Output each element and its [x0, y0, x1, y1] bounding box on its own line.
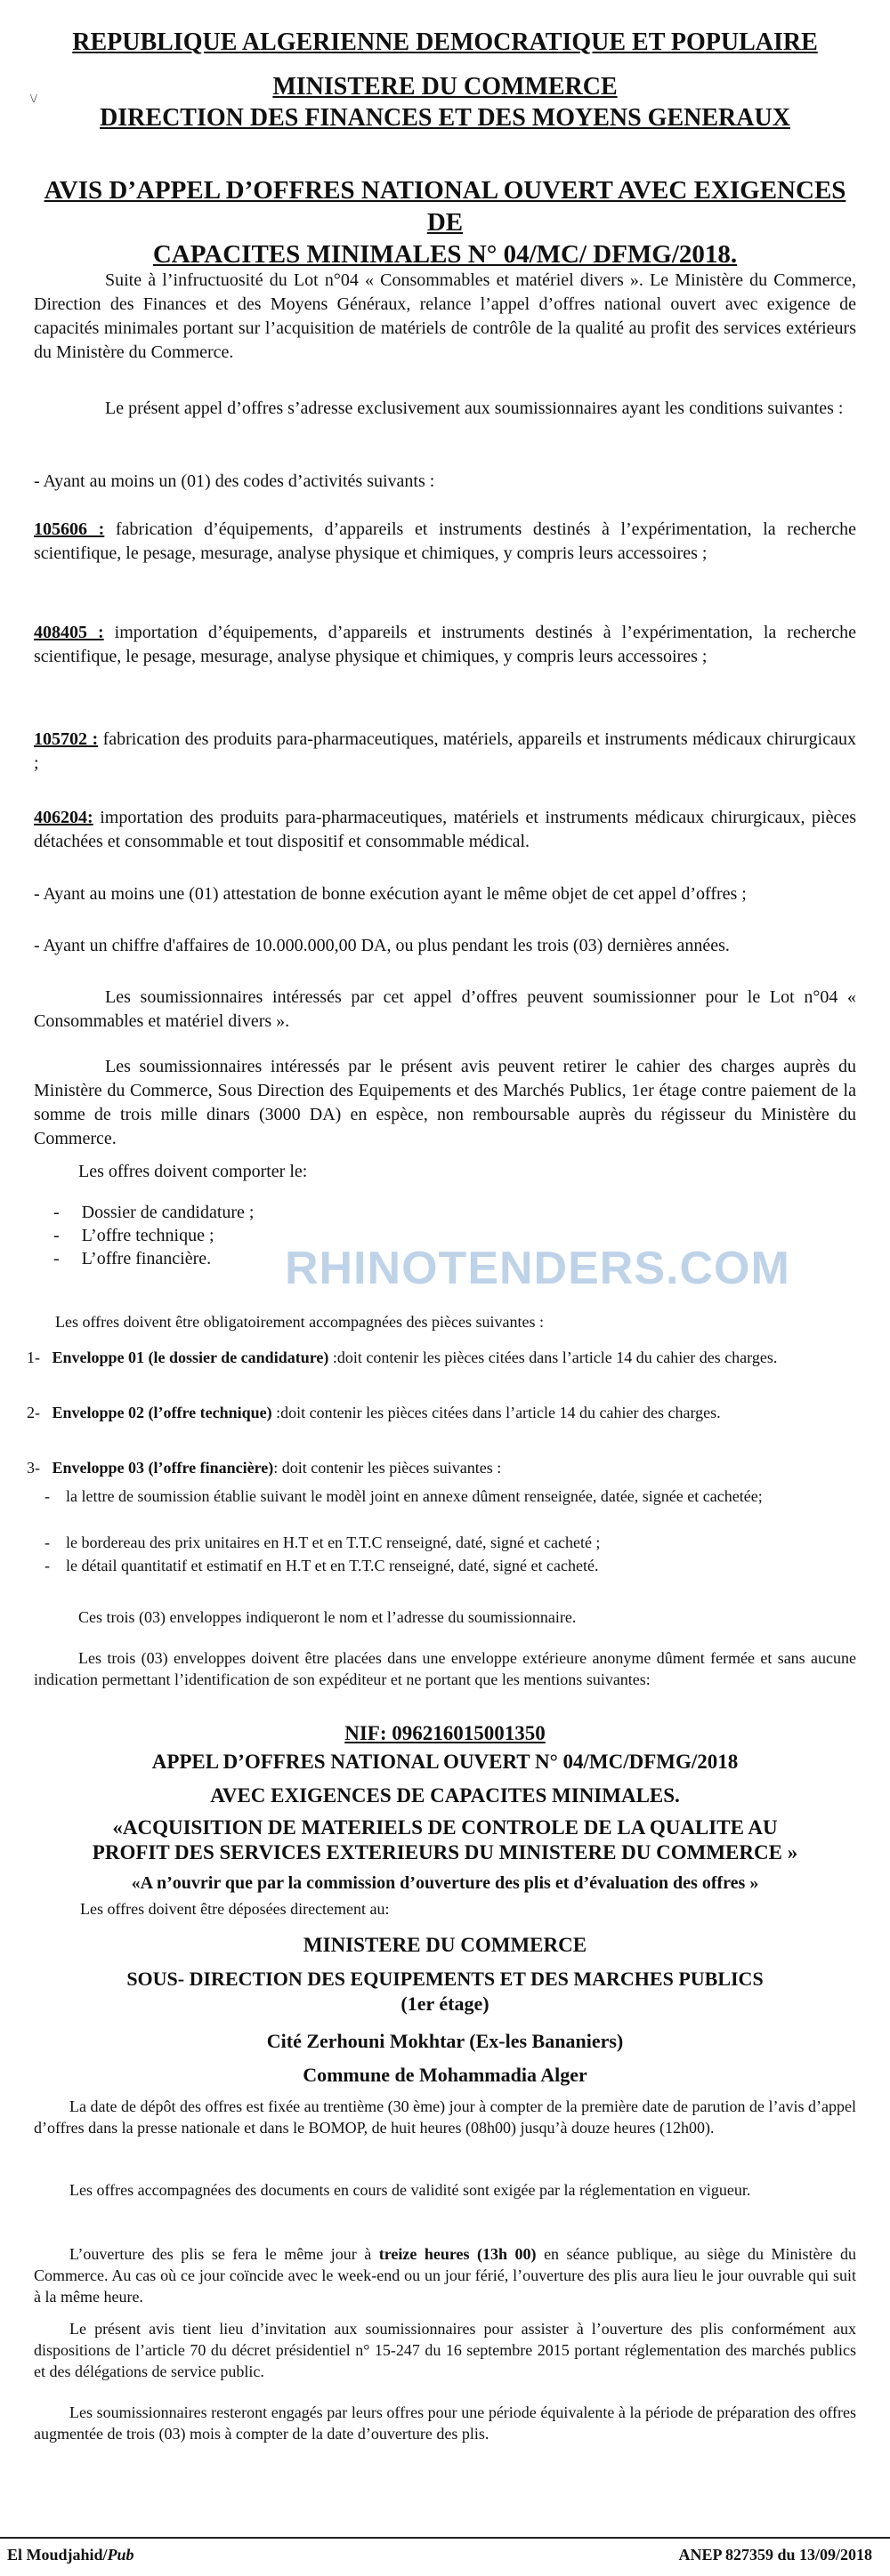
ouverture-paragraph: L’ouverture des plis se fera le même jour à treize heures (13h 00) en séance publique, au siège du Ministère du Commerce. Au cas où ce jour coïncide avec le week-end ou un jour férié, l’ouverture des plis aura lieu le jour ouvrable qui suit à la même heure.: [34, 2245, 856, 2306]
enveloppe-3-text: : doit contenir les pièces suivantes :: [273, 1459, 502, 1477]
enveloppe-3-label: Enveloppe 03 (l’offre financière): [52, 1459, 274, 1477]
depot-intro: Les offres doivent être déposées directement au:: [80, 1900, 390, 1918]
offres-list-item: - L’offre financière.: [53, 1249, 212, 1268]
ao-objet-line2: PROFIT DES SERVICES EXTERIEURS DU MINISTERE DU COMMERCE »: [92, 1841, 798, 1864]
activity-code-item: [34, 621, 856, 669]
requirement-turnover: - Ayant un chiffre d'affaires de 10.000.000,00 DA, ou plus pendant les trois (03) dernières années.: [34, 936, 730, 955]
republic-header: REPUBLIQUE ALGERIENNE DEMOCRATIQUE ET POPULAIRE: [72, 28, 818, 56]
direction-name: DIRECTION DES FINANCES ET DES MOYENS GENERAUX: [100, 104, 790, 132]
activity-code-text: fabrication d’équipements, d’appareils et instruments destinés à l’expérimentation, la recherche scientifique, le pesage, mesurage, analyse physique et chimiques, y compris leurs accessoires ;: [34, 519, 856, 563]
pieces-intro: Les offres doivent être obligatoirement accompagnées des pièces suivantes :: [55, 1313, 544, 1331]
enveloppe-exterieure: Les trois (03) enveloppes doivent être placées dans une enveloppe extérieure anonyme dûment fermée et sans aucune indication permettant l’identification de son expéditeur et ne portant que les mentions suivantes:: [34, 1649, 856, 1688]
scan-mark: \/: [30, 93, 37, 106]
watermark-logo: RHINOTENDERS.COM: [285, 1243, 790, 1294]
activity-code-text: importation des produits para-pharmaceutiques, matériels et instruments médicaux chirurgicaux, pièces détachées et consommable et tout dispositif et consommable médical.: [34, 808, 856, 851]
enveloppe-2: 2- Enveloppe 02 (l’offre technique) :doit contenir les pièces citées dans l’article 14 du cahier des charges.: [27, 1404, 721, 1421]
activity-code: 105702 :: [34, 729, 99, 749]
engagement-paragraph: Les soumissionnaires resteront engagés par leurs offres pour une période équivalente à la période de préparation des offres augmentée de trois (03) mois à compter de la date d’ouverture des plis.: [34, 2403, 856, 2443]
conditions-intro: Le présent appel d’offres s’adresse exclusivement aux soumissionnaires ayant les conditions suivantes :: [105, 398, 844, 418]
offres-list-item: - L’offre technique ;: [53, 1226, 214, 1245]
codes-intro: - Ayant au moins un (01) des codes d’activités suivants :: [34, 471, 435, 491]
address-subdirection: SOUS- DIRECTION DES EQUIPEMENTS ET DES MARCHES PUBLICS: [126, 1968, 764, 1990]
activity-code: 408405 :: [34, 623, 104, 642]
activity-code-item: [34, 518, 856, 566]
activity-code-item: [34, 806, 856, 854]
nif-number: NIF: 096216015001350: [344, 1722, 546, 1744]
address-floor: (1er étage): [400, 1992, 490, 2015]
enveloppe-1-label: Enveloppe 01 (le dossier de candidature): [52, 1348, 329, 1366]
activity-code: 105606 :: [34, 519, 105, 539]
retrait-paragraph: Les soumissionnaires intéressés par le présent avis peuvent retirer le cahier des charges auprès du Ministère du Commerce, Sous Direction des Equipements et des Marchés Publics, 1er étage contre paiement de la somme de trois mille dinars (3000 DA) en espèce, non remboursable auprès du régisseur du Ministère du Commerce.: [34, 1057, 856, 1148]
notice-title-line1: AVIS D’APPEL D’OFFRES NATIONAL OUVERT AVEC EXIGENCES DE: [44, 176, 846, 237]
enveloppe-2-text: :doit contenir les pièces citées dans l’article 14 du cahier des charges.: [271, 1404, 721, 1421]
enveloppe-1: 1- Enveloppe 01 (le dossier de candidature) :doit contenir les pièces citées dans l’article 14 du cahier des charges.: [27, 1348, 778, 1366]
ao-reference: APPEL D’OFFRES NATIONAL OUVERT N° 04/MC/DFMG/2018: [151, 1751, 739, 1773]
enveloppe-3-item: - le détail quantitatif et estimatif en H.T et en T.T.C renseigné, daté, signé et cacheté.: [44, 1557, 599, 1574]
ao-exigences: AVEC EXIGENCES DE CAPACITES MINIMALES.: [210, 1784, 680, 1807]
ministry-name: MINISTERE DU COMMERCE: [272, 73, 618, 101]
offres-intro: Les offres doivent comporter le:: [78, 1162, 308, 1181]
enveloppe-3: 3- Enveloppe 03 (l’offre financière): doit contenir les pièces suivantes :: [27, 1459, 502, 1477]
intro-paragraph: Suite à l’infructuosité du Lot n°04 « Consommables et matériel divers ». Le Ministère du Commerce, Direction des Finances et des Moyens Généraux, relance l’appel d’offres national ouvert avec exigence de capacités minimales portant sur l’acquisition de matériels de contrôle de la qualité au profit des services extérieurs du Ministère du Commerce.: [34, 270, 856, 362]
address-cite: Cité Zerhouni Mokhtar (Ex-les Bananiers): [266, 2030, 624, 2052]
enveloppe-1-text: :doit contenir les pièces citées dans l’article 14 du cahier des charges.: [328, 1348, 778, 1366]
activity-code: 406204:: [34, 808, 93, 827]
ouverture-time: treize heures (13h 00): [378, 2245, 537, 2263]
notice-title-line2: CAPACITES MINIMALES N° 04/MC/ DFMG/2018.: [152, 240, 738, 269]
publication-credit: El Moudjahid/Pub: [7, 2546, 134, 2564]
enveloppe-2-label: Enveloppe 02 (l’offre technique): [52, 1404, 272, 1421]
documents-validite: Les offres accompagnées des documents en cours de validité sont exigée par la réglementation en vigueur.: [69, 2181, 751, 2199]
address-ministry: MINISTERE DU COMMERCE: [303, 1934, 587, 1956]
trois-enveloppes: Ces trois (03) enveloppes indiqueront le nom et l’adresse du soumissionnaire.: [78, 1608, 577, 1626]
ao-objet-line1: «ACQUISITION DE MATERIELS DE CONTROLE DE LA QUALITE AU: [112, 1816, 778, 1839]
activity-code-text: fabrication des produits para-pharmaceutiques, matériels, appareils et instruments médicaux chirurgicaux ;: [34, 729, 856, 773]
activity-code-item: [34, 728, 856, 776]
date-depot-paragraph: La date de dépôt des offres est fixée au trentième (30 ème) jour à compter de la première date de parution de l’avis d’appel d’offres dans la presse nationale et dans le BOMOP, de huit heures (08h00) jusqu’à douze heures (12h00).: [34, 2097, 856, 2137]
ministry-header: [0, 71, 890, 133]
offres-list-item: - Dossier de candidature ;: [53, 1203, 255, 1222]
anep-reference: ANEP 827359 du 13/09/2018: [678, 2546, 872, 2564]
notice-title: [36, 174, 854, 270]
footer-bar: [0, 2537, 890, 2571]
invitation-paragraph: Le présent avis tient lieu d’invitation aux soumissionnaires pour assister à l’ouverture des plis conformément aux dispositions de l’article 70 du décret présidentiel n° 15-247 du 16 septembre 2015 portant réglementation des marchés publics et des délégations de service public.: [34, 2320, 856, 2380]
enveloppe-3-item: - le bordereau des prix unitaires en H.T et en T.T.C renseigné, daté, signé et cacheté ;: [44, 1534, 601, 1551]
enveloppe-3-item: - la lettre de soumission établie suivant le modèl joint en annexe dûment renseignée, datée, signée et cachetée;: [44, 1487, 763, 1505]
ao-mention: «A n’ouvrir que par la commission d’ouverture des plis et d’évaluation des offres »: [131, 1873, 759, 1893]
requirement-attestation: - Ayant au moins une (01) attestation de bonne exécution ayant le même objet de cet appel d’offres ;: [34, 884, 747, 904]
lot-paragraph: Les soumissionnaires intéressés par cet appel d’offres peuvent soumissionner pour le Lot n°04 « Consommables et matériel divers ».: [34, 987, 856, 1031]
address-commune: Commune de Mohammadia Alger: [303, 2064, 587, 2086]
activity-code-text: importation d’équipements, d’appareils et instruments destinés à l’expérimentation, la recherche scientifique, le pesage, mesurage, analyse physique et chimiques, y compris leurs accessoires ;: [34, 623, 856, 666]
